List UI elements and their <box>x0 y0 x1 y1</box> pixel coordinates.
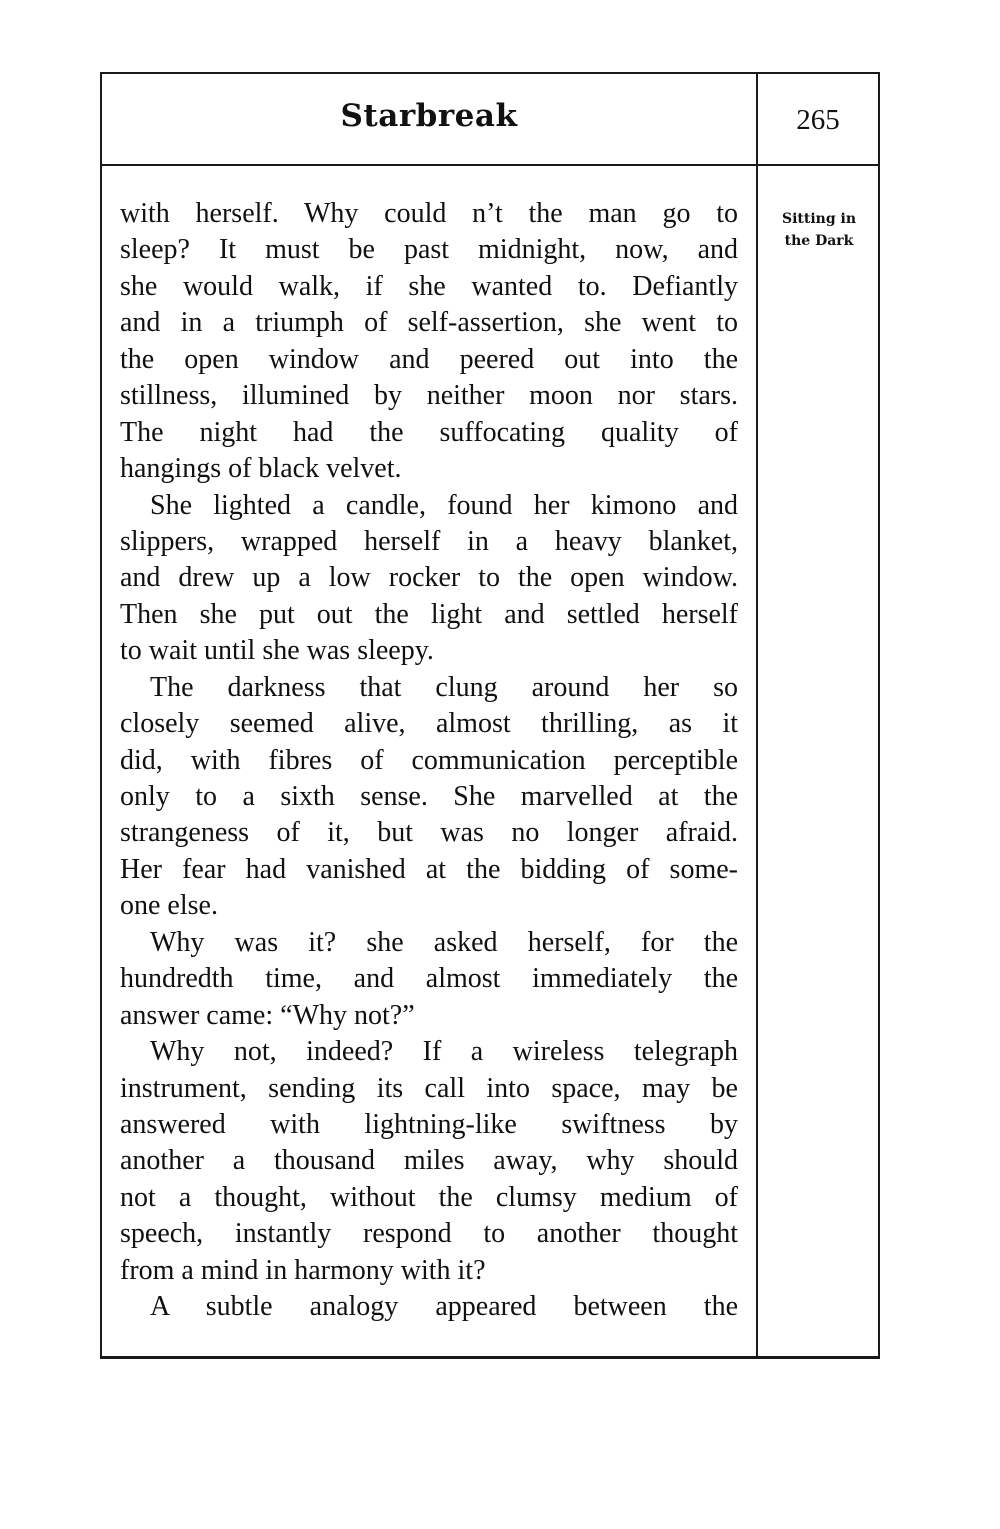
text-line: and in a triumph of self-assertion, she went to <box>120 307 738 339</box>
text-line: with herself. Why could n’t the man go to <box>120 198 738 229</box>
body-text <box>120 196 738 1326</box>
text-line: sleep? It must be past midnight, now, and <box>120 234 738 266</box>
text-line: hundredth time, and almost immediately the <box>120 963 738 995</box>
margin-note <box>764 208 874 252</box>
page-frame <box>100 72 880 1359</box>
text-line: closely seemed alive, almost thrilling, as it <box>120 708 738 740</box>
text-line: The night had the suffocating quality of <box>120 416 738 448</box>
page-number: 265 <box>796 104 840 136</box>
text-line: not a thought, without the clumsy medium of <box>120 1181 738 1213</box>
text-line: Why was it? she asked herself, for the <box>150 926 738 958</box>
text-line: answered with lightning-like swiftness by <box>120 1108 738 1140</box>
text-line: another a thousand miles away, why should <box>120 1145 738 1177</box>
text-line: instrument, sending its call into space, may be <box>120 1072 738 1104</box>
header-divider <box>102 164 878 166</box>
text-line: The darkness that clung around her so <box>150 671 738 703</box>
text-line: Her fear had vanished at the bidding of some- <box>120 853 738 885</box>
text-line: from a mind in harmony with it? <box>120 1254 486 1286</box>
text-line: speech, instantly respond to another thought <box>120 1218 738 1250</box>
text-line: She lighted a candle, found her kimono and <box>150 489 738 521</box>
text-line: stillness, illumined by neither moon nor stars. <box>120 380 738 412</box>
text-line: the open window and peered out into the <box>120 343 738 375</box>
text-line: hangings of black velvet. <box>120 453 402 485</box>
text-line: one else. <box>120 890 218 922</box>
text-line: to wait until she was sleepy. <box>120 635 434 667</box>
margin-note-line: Sitting in <box>781 211 857 227</box>
text-line: Why not, indeed? If a wireless telegraph <box>150 1036 738 1068</box>
text-line: Then she put out the light and settled herself <box>120 598 738 630</box>
margin-divider <box>756 72 758 1359</box>
text-line: she would walk, if she wanted to. Defiantly <box>120 270 738 302</box>
running-title: Starbreak <box>340 98 518 134</box>
text-line: and drew up a low rocker to the open window. <box>120 562 738 594</box>
margin-note-line: the Dark <box>784 233 854 249</box>
text-line: did, with fibres of communication perceptible <box>120 744 738 776</box>
text-line: A subtle analogy appeared between the <box>150 1291 738 1323</box>
text-line: slippers, wrapped herself in a heavy blanket, <box>120 525 738 557</box>
text-line: answer came: “Why not?” <box>120 999 415 1031</box>
text-line: strangeness of it, but was no longer afraid. <box>120 817 738 849</box>
text-line: only to a sixth sense. She marvelled at the <box>120 781 738 812</box>
